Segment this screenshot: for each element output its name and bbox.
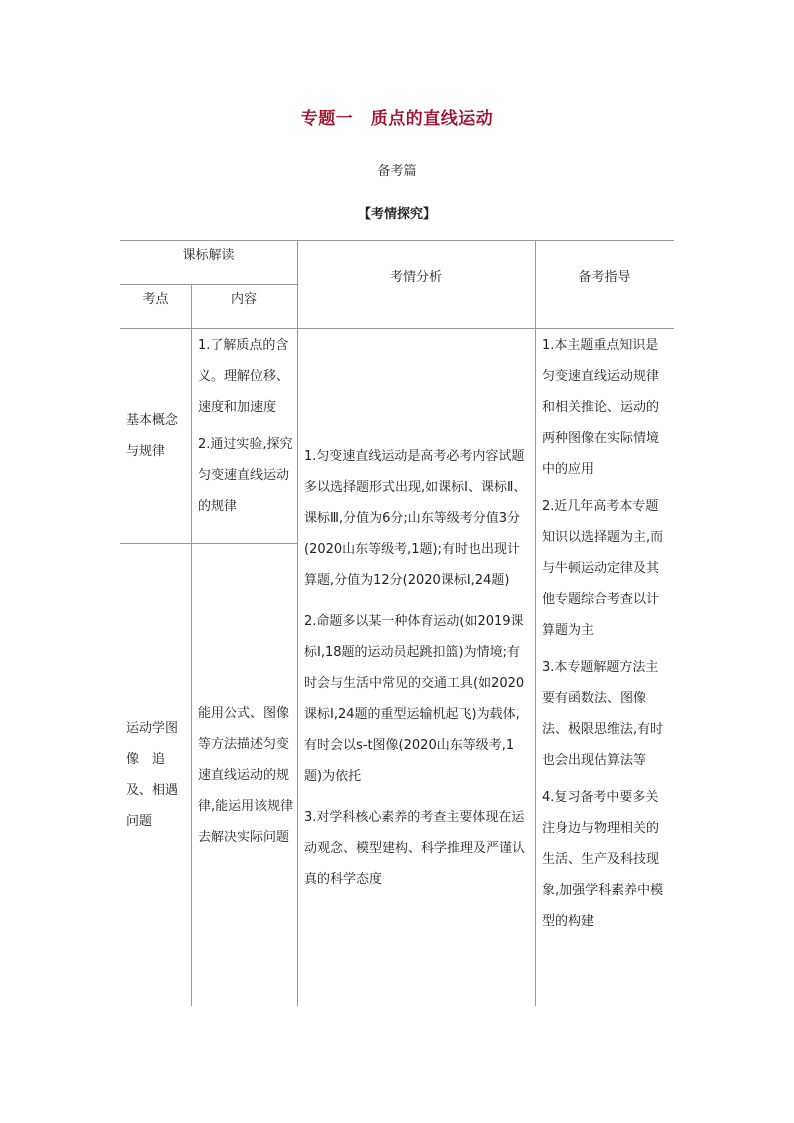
guide-cell [542,330,670,937]
analysis-item-1: 1.匀变速直线运动是高考必考内容试题多以选择题形式出现,如课标Ⅰ、课标Ⅱ、课标Ⅲ,分值为6分;山东等级考分值3分(2020山东等级考,1题);有时也出现计算题,分值为12分(2020课标Ⅰ,24题) [304,448,527,588]
section-heading: 【考情探究】 [357,207,436,222]
table-top-border [120,240,674,241]
row2-point-text: 运动学图像 追及、相遇问题 [126,721,179,829]
col-divider-3 [535,240,536,1006]
guide-item-2: 2.近几年高考本专题知识以选择题为主,而与牛顿运动定律及其他专题综合考查以计算题为主 [542,499,664,638]
group-header-divider [120,284,298,285]
page-subtitle: 备考篇 [377,164,417,179]
header-analysis: 考情分析 [389,270,442,285]
analysis-cell [304,329,532,1006]
header-guide: 备考指导 [578,270,631,285]
row2-content [198,544,294,1006]
col-divider-2 [297,240,298,1006]
header-content: 内容 [230,292,257,307]
page-title: 专题一 质点的直线运动 [300,109,494,129]
row1-content-item-2: 2.通过实验,探究匀变速直线运动的规律 [198,437,293,514]
row1-content [198,330,294,522]
guide-item-3: 3.本专题解题方法主要有函数法、图像法、极限思维法,有时也会出现估算法等 [542,660,664,768]
analysis-item-2: 2.命题多以某一种体育运动(如2019课标Ⅰ,18题的运动员起跳扣篮)为情境;有时会与生活中常见的交通工具(如2020课标Ⅰ,24题的重型运输机起飞)为载体,有时会以s-t图像(2020山东等级考,1题)为依托 [304,613,525,784]
col-divider-1 [191,284,192,1006]
row1-point [126,329,188,543]
guide-item-1: 1.本主题重点知识是匀变速直线运动规律和相关推论、运动的两种图像在实际情境中的应用 [542,338,660,477]
row2-point [126,544,188,1006]
analysis-item-3: 3.对学科核心素养的考查主要体现在运动观念、模型建构、科学推理及严谨认真的科学态度 [304,809,526,887]
guide-item-4: 4.复习备考中要多关注身边与物理相关的生活、生产及科技现象,加强学科素养中模型的构建 [542,790,664,929]
row1-point-text: 基本概念与规律 [126,413,179,459]
header-point: 考点 [142,292,169,307]
header-group: 课标解读 [182,248,235,263]
row2-content-item-1: 能用公式、图像等方法描述匀变速直线运动的规律,能运用该规律去解决实际问题 [198,705,294,845]
row1-content-item-1: 1.了解质点的含义。理解位移、速度和加速度 [198,338,290,415]
